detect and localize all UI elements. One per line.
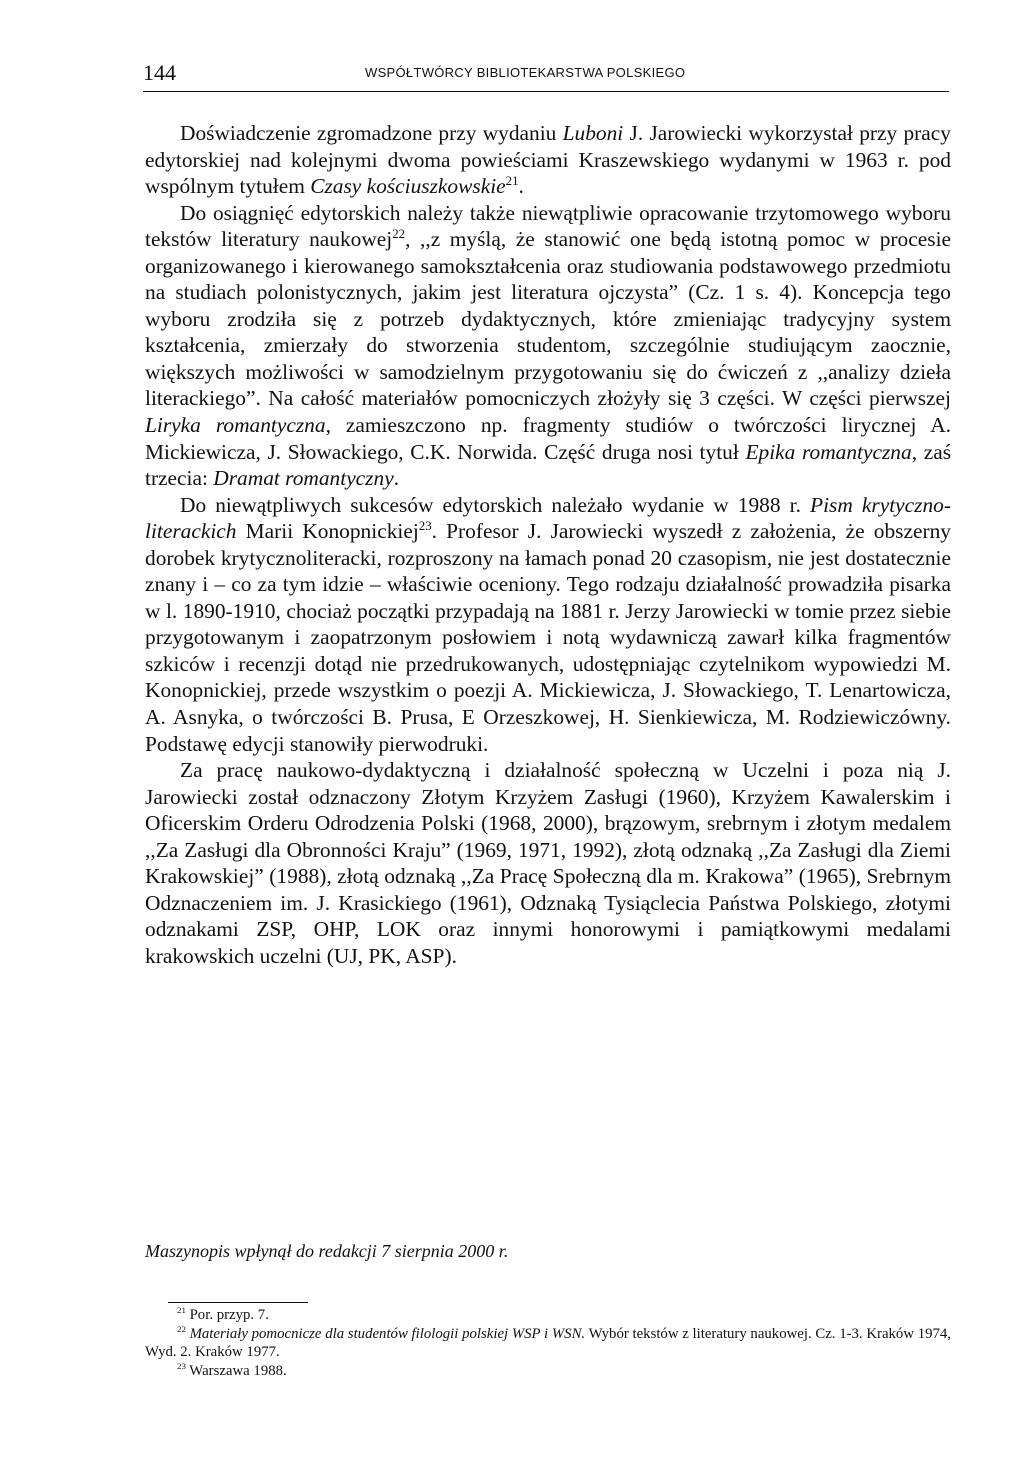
footnote-title: Materiały pomocnicze dla studentów filologii polskiej WSP i WSN. bbox=[185, 1325, 586, 1342]
text: , zaś trzecia: bbox=[145, 439, 952, 491]
text: Doświadczenie zgromadzone przy wydaniu bbox=[180, 121, 563, 145]
footnote-ref: 21 bbox=[505, 173, 519, 188]
text: Za pracę naukowo-dydaktyczną i działalność społeczną w Uczelni i poza nią J. Jarowiecki został odznaczony Złotym Krzyżem Zasługi (1960), Krzyżem Kawalerskim i Oficerskim Orderu Odrodzenia Polski (1968, 2000), brązowym, srebrnym i złotym medalem ,,Za Zasługi dla Obronności Kraju” (1969, 1971, 1992), złotą odznaką ,,Za Zasługi dla Ziemi Krakowskiej” (1988), złotą odznaką ,,Za Pracę Społeczną dla m. Krakowa” (1965), Srebrnym Odznaczeniem im. J. Krasickiego (1961), Odznaką Tysiąclecia Państwa Polskiego, złotymi odznakami ZSP, OHP, LOK oraz innymi honorowymi i pamiątkowymi medalami krakowskich uczelni (UJ, PK, ASP). bbox=[145, 758, 951, 968]
title-italic: Luboni bbox=[562, 121, 624, 145]
footnote-number: 21 bbox=[177, 1305, 186, 1316]
title-italic: Liryka romantyczna bbox=[145, 413, 326, 438]
text: . Profesor J. Jarowiecki wyszedł z założenia, że obszerny dorobek krytycznoliteracki, rozproszony na łamach ponad 20 czasopism, nie jest dostatecznie znany i – co za tym idzie – właściwie oceniony. Tego rodzaju działalność prowadziła pisarka w l. 1890-1910, chociaż początki przypadają na 1881 r. Jerzy Jarowiecki w tomie przez siebie przygotowanym i zaopatrzonym posłowiem i notą wydawniczą zawarł kilka fragmentów szkiców i recenzji dotąd nie przedrukowanych, udostępniając czytelnikom wypowiedzi M. Konopnickiej, przede wszystkim o poezji A. Mickiewicza, J. Słowackiego, T. Lenartowicza, A. Asnyka, o twórczości B. Prusa, E Orzeszkowej, H. Sienkiewicza, M. Rodziewiczówny. Podstawę edycji stanowiły pierwodruki. bbox=[145, 519, 952, 756]
footnote-text: Wybór tekstów z literatury naukowej. Cz. 1-3. Kraków 1974, Wyd. 2. Kraków 1977. bbox=[145, 1325, 951, 1361]
header-rule bbox=[143, 91, 949, 92]
title-italic: Pism krytyczno-literackich bbox=[145, 492, 951, 544]
text: . bbox=[518, 174, 524, 199]
text: Marii Konopnickiej bbox=[236, 519, 419, 544]
text: . bbox=[393, 466, 400, 491]
text: J. Jarowiecki wykorzystał przy pracy edytorskiej nad kolejnymi dwoma powieściami Kraszewskiego wydanymi w 1963 r. pod wspólnym tytułem bbox=[145, 121, 951, 199]
title-italic: Czasy kościuszkowskie bbox=[310, 174, 506, 199]
footnote-ref: 22 bbox=[392, 227, 406, 242]
footnote-number: 23 bbox=[177, 1360, 186, 1371]
running-title: WSPÓŁTWÓRCY BIBLIOTEKARSTWA POLSKIEGO bbox=[365, 65, 686, 80]
text: Do osiągnięć edytorskich należy także niewątpliwie opracowanie trzytomowego wyboru tekstów literatury naukowej bbox=[145, 200, 951, 252]
paragraph-2 bbox=[145, 200, 951, 492]
footnote-22 bbox=[145, 1325, 951, 1362]
title-italic: Dramat romantyczny bbox=[213, 466, 394, 491]
page-number: 144 bbox=[143, 60, 176, 85]
footnote-ref: 23 bbox=[418, 519, 432, 534]
text: , ,,z myślą, że stanowić one będą istotną pomoc w procesie organizowanego i kierowanego samokształcenia oraz studiowania podstawowego przedmiotu na studiach polonistycznych, jakim jest literatura ojczysta” (Cz. 1 s. 4). Koncepcja tego wyboru zrodziła się z potrzeb dydaktycznych, które zmieniając tradycyjny system kształcenia, zmierzały do stworzenia studentom, szczególnie studiującym zaocznie, większych możliwości w samodzielnym przygotowaniu się do ćwiczeń z ,,analizy dzieła literackiego”. Na całość materiałów pomocniczych złożyły się 3 części. W części pierwszej bbox=[145, 227, 952, 411]
footnote-23 bbox=[145, 1362, 951, 1381]
paragraph-1 bbox=[145, 120, 951, 200]
footnote-number: 22 bbox=[177, 1323, 186, 1334]
footnote-rule bbox=[168, 1302, 308, 1303]
submission-note: Maszynopis wpłynął do redakcji 7 sierpnia 2000 r. bbox=[145, 1241, 509, 1261]
body-text bbox=[145, 120, 951, 970]
text: , zamieszczono np. fragmenty studiów o twórczości lirycznej A. Mickiewicza, J. Słowackiego, C.K. Norwida. Część druga nosi tytuł bbox=[145, 413, 952, 464]
footnote-text: Warszawa 1988. bbox=[185, 1362, 287, 1379]
page-header bbox=[143, 58, 949, 88]
footnotes bbox=[145, 1306, 951, 1380]
title-italic: Epika romantyczna bbox=[745, 439, 912, 464]
footnote-text: Por. przyp. 7. bbox=[185, 1307, 269, 1323]
footnote-21 bbox=[145, 1306, 951, 1325]
paragraph-3 bbox=[145, 492, 951, 757]
text: Do niewątpliwych sukcesów edytorskich należało wydanie w 1988 r. bbox=[180, 492, 811, 517]
paragraph-4 bbox=[145, 757, 951, 969]
